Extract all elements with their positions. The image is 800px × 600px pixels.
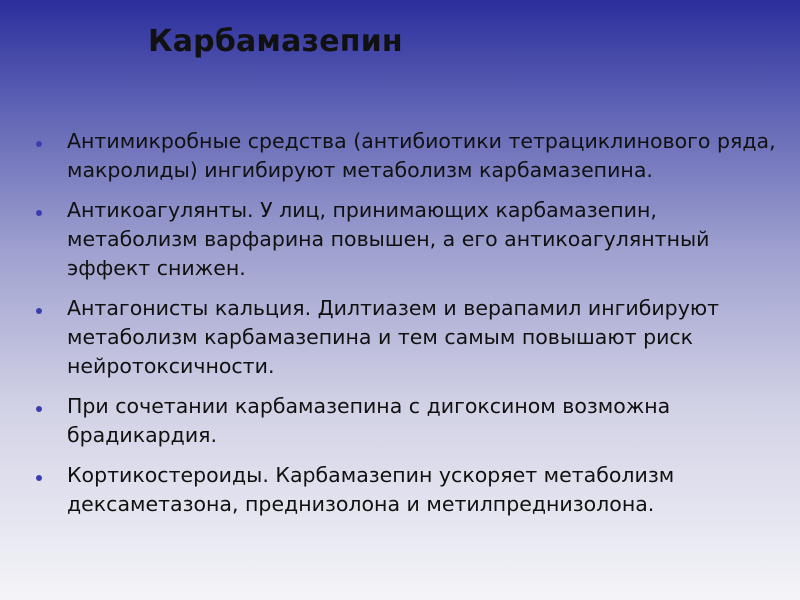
- bullet-text: Кортикостероиды. Карбамазепин ускоряет метаболизм дексаметазона, преднизолона и метилпреднизолона.: [67, 463, 675, 516]
- bullet-dot-icon: [36, 210, 42, 216]
- bullet-text: Антагонисты кальция. Дилтиазем и верапамил ингибируют метаболизм карбамазепина и тем самым повышают риск нейротоксичности.: [67, 296, 720, 378]
- bullet-item-digoxin: [36, 392, 776, 450]
- bullet-text: При сочетании карбамазепина с дигоксином возможна брадикардия.: [67, 394, 671, 447]
- bullet-dot-icon: [36, 308, 42, 314]
- bullet-text: Антикоагулянты. У лиц, принимающих карбамазепин, метаболизм варфарина повышен, а его антикоагулянтный эффект снижен.: [67, 198, 710, 280]
- bullet-item-calcium-antagonists: [36, 294, 776, 381]
- bullet-item-corticosteroids: [36, 461, 776, 519]
- slide-title: Карбамазепин: [148, 24, 403, 59]
- bullet-list: [36, 127, 776, 530]
- bullet-dot-icon: [36, 141, 42, 147]
- bullet-text: Антимикробные средства (антибиотики тетрациклинового ряда, макролиды) ингибируют метаболизм карбамазепина.: [67, 129, 776, 182]
- bullet-item-anticoagulants: [36, 196, 776, 283]
- bullet-dot-icon: [36, 406, 42, 412]
- bullet-dot-icon: [36, 475, 42, 481]
- bullet-item-antimicrobials: [36, 127, 776, 185]
